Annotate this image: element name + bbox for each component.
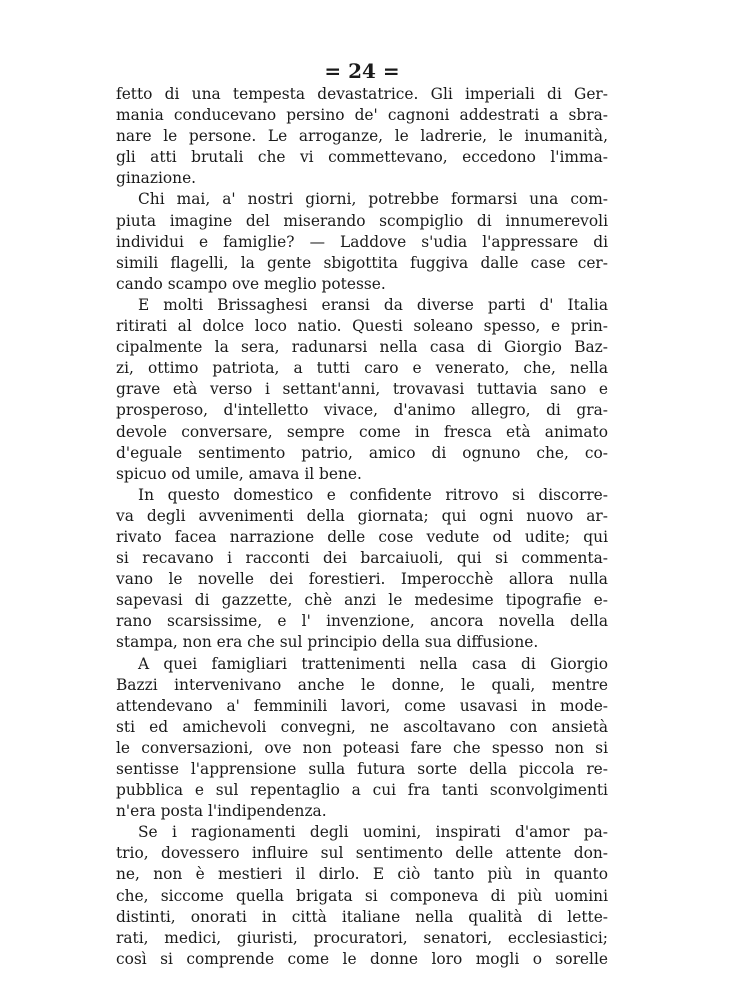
text-line: fetto di una tempesta devastatrice. Gli imperiali di Ger- bbox=[116, 85, 608, 103]
text-line: zi, ottimo patriota, a tutti caro e venerato, che, nella bbox=[116, 359, 608, 378]
text-line: sti ed amichevoli convegni, ne ascoltavano con ansietà bbox=[116, 717, 608, 736]
text-line: cando scampo ove meglio potesse. bbox=[116, 274, 386, 293]
text-line: va degli avvenimenti della giornata; qui ogni nuovo ar- bbox=[116, 506, 608, 525]
text-line: gli atti brutali che vi commettevano, eccedono l'imma- bbox=[116, 148, 608, 167]
text-line: sapevasi di gazzette, chè anzi le medesime tipografie e- bbox=[116, 591, 608, 610]
text-line: In questo domestico e confidente ritrovo si discorre- bbox=[138, 485, 608, 504]
text-line: d'eguale sentimento patrio, amico di ognuno che, co- bbox=[116, 443, 608, 462]
page-number: = 24 = bbox=[324, 59, 400, 83]
text-line: A quei famigliari trattenimenti nella casa di Giorgio bbox=[138, 654, 608, 673]
text-line: devole conversare, sempre come in fresca età animato bbox=[116, 422, 608, 441]
text-line: mania conducevano persino de' cagnoni addestrati a sbra- bbox=[116, 106, 608, 125]
text-line: spicuo od umile, amava il bene. bbox=[116, 464, 362, 483]
text-line: n'era posta l'indipendenza. bbox=[116, 802, 327, 821]
text-line: simili flagelli, la gente sbigottita fuggiva dalle case cer- bbox=[116, 253, 608, 272]
book-page bbox=[116, 58, 608, 970]
text-line: cipalmente la sera, radunarsi nella casa di Giorgio Baz- bbox=[116, 338, 608, 357]
text-line: pubblica e sul repentaglio a cui fra tanti sconvolgimenti bbox=[116, 781, 608, 800]
text-line: ginazione. bbox=[116, 169, 197, 188]
text-line: individui e famiglie? — Laddove s'udia l'appressare di bbox=[116, 232, 608, 251]
text-line: ritirati al dolce loco natio. Questi soleano spesso, e prin- bbox=[116, 317, 608, 336]
text-line: ne, non è mestieri il dirlo. E ciò tanto più in quanto bbox=[116, 865, 608, 884]
body-text bbox=[116, 84, 608, 970]
text-line: Bazzi intervenivano anche le donne, le quali, mentre bbox=[116, 675, 608, 694]
text-line: piuta imagine del miserando scompiglio di innumerevoli bbox=[116, 211, 608, 230]
text-line: trio, dovessero influire sul sentimento delle attente don- bbox=[116, 844, 608, 863]
text-line: che, siccome quella brigata si componeva di più uomini bbox=[116, 886, 608, 905]
text-line: Se i ragionamenti degli uomini, inspirati d'amor pa- bbox=[138, 823, 608, 842]
text-line: rivato facea narrazione delle cose vedute od udite; qui bbox=[116, 527, 608, 546]
text-line: sentisse l'apprensione sulla futura sorte della piccola re- bbox=[116, 760, 608, 778]
text-line: si recavano i racconti dei barcaiuoli, qui si commenta- bbox=[116, 549, 608, 568]
text-line: vano le novelle dei forestieri. Imperocchè allora nulla bbox=[116, 570, 608, 589]
text-line: le conversazioni, ove non poteasi fare che spesso non si bbox=[116, 738, 608, 757]
text-line: rati, medici, giuristi, procuratori, senatori, ecclesiastici; bbox=[116, 928, 608, 947]
text-line: stampa, non era che sul principio della sua diffusione. bbox=[116, 633, 539, 652]
text-line: attendevano a' femminili lavori, come usavasi in mode- bbox=[116, 696, 608, 715]
text-line: Chi mai, a' nostri giorni, potrebbe formarsi una com- bbox=[138, 190, 608, 209]
text-line: così si comprende come le donne loro mogli o sorelle bbox=[116, 949, 608, 968]
text-line: grave età verso i settant'anni, trovavasi tuttavia sano e bbox=[116, 380, 608, 399]
text-line: prosperoso, d'intelletto vivace, d'animo allegro, di gra- bbox=[116, 401, 608, 420]
text-line: rano scarsissime, e l' invenzione, ancora novella della bbox=[116, 612, 608, 631]
text-line: distinti, onorati in città italiane nella qualità di lette- bbox=[116, 907, 608, 926]
text-line: E molti Brissaghesi eransi da diverse parti d' Italia bbox=[138, 295, 608, 314]
text-line: nare le persone. Le arroganze, le ladrerie, le inumanità, bbox=[116, 127, 608, 146]
